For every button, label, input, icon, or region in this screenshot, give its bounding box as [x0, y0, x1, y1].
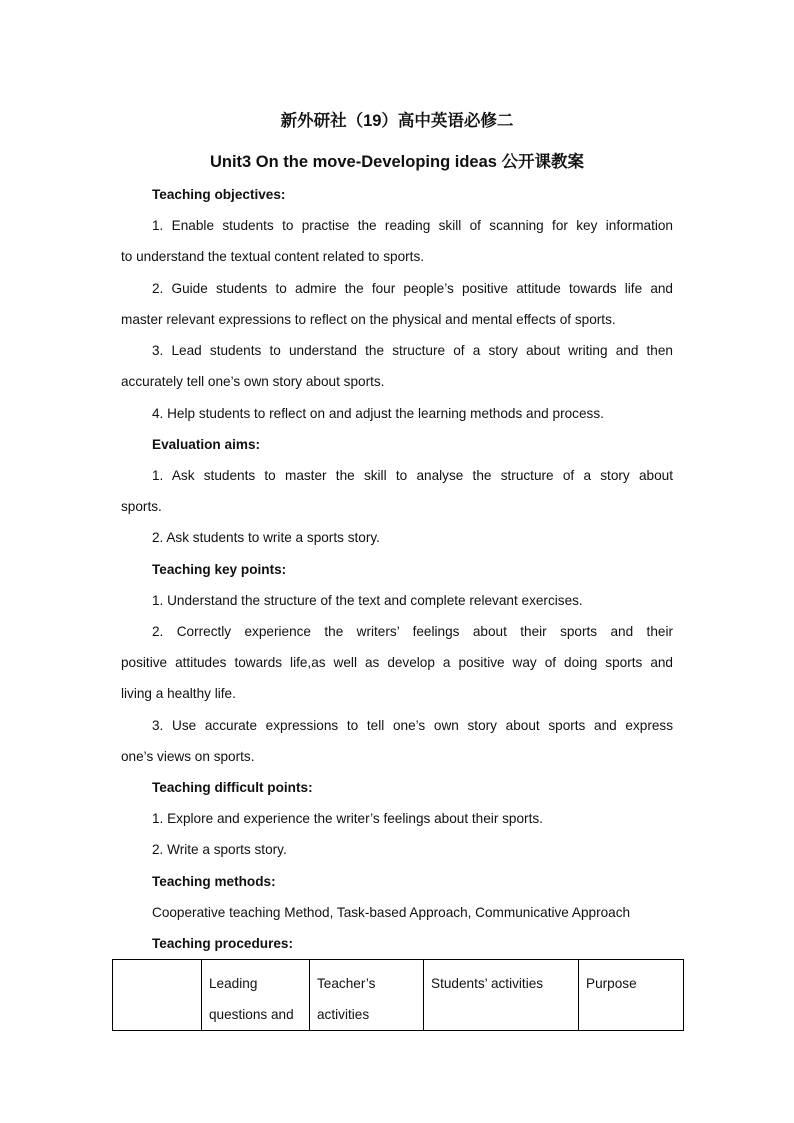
key-points-heading: Teaching key points:: [152, 562, 287, 577]
document-subtitle: Unit3 On the move-Developing ideas 公开课教案: [209, 153, 585, 171]
evaluation-1-line-1: 1. Ask students to master the skill to analyse the structure of a story about: [152, 468, 673, 483]
evaluation-2-line-1: 2. Ask students to write a sports story.: [152, 530, 380, 545]
evaluation-1-line-2: sports.: [121, 499, 162, 514]
objective-1-line-2: to understand the textual content related to sports.: [121, 249, 425, 264]
key-point-3-line-2: one’s views on sports.: [121, 749, 255, 764]
objective-4-line-1: 4. Help students to reflect on and adjust the learning methods and process.: [152, 406, 604, 421]
table-header-cell: [113, 960, 202, 1031]
difficult-point-1-line-1: 1. Explore and experience the writer’s feelings about their sports.: [152, 811, 543, 826]
key-point-3-line-1: 3. Use accurate expressions to tell one’s own story about sports and express: [152, 718, 673, 733]
key-point-1-line-1: 1. Understand the structure of the text and complete relevant exercises.: [152, 593, 583, 608]
table-header-cell: Leading questions and: [202, 960, 310, 1031]
difficult-points-heading: Teaching difficult points:: [152, 780, 313, 795]
table-header-cell: Students’ activities: [424, 960, 579, 1031]
objective-3-line-2: accurately tell one’s own story about sports.: [121, 374, 385, 389]
table-row: [113, 960, 684, 1031]
key-point-2-line-2: positive attitudes towards life,as well as develop a positive way of doing sports and: [121, 655, 673, 670]
evaluation-heading: Evaluation aims:: [152, 437, 261, 452]
methods-heading: Teaching methods:: [152, 874, 276, 889]
objective-2-line-1: 2. Guide students to admire the four people’s positive attitude towards life and: [152, 281, 673, 296]
methods-text: Cooperative teaching Method, Task-based Approach, Communicative Approach: [152, 905, 631, 920]
procedures-heading: Teaching procedures:: [152, 936, 294, 951]
procedures-table: [112, 959, 684, 1031]
objective-1-line-1: 1. Enable students to practise the reading skill of scanning for key information: [152, 218, 673, 233]
objective-3-line-1: 3. Lead students to understand the structure of a story about writing and then: [152, 343, 673, 358]
document-title: 新外研社（19）高中英语必修二: [280, 112, 514, 130]
key-point-2-line-3: living a healthy life.: [121, 686, 236, 701]
table-header-cell: Purpose: [579, 960, 684, 1031]
objective-2-line-2: master relevant expressions to reflect on the physical and mental effects of sports.: [121, 312, 616, 327]
key-point-2-line-1: 2. Correctly experience the writers’ feelings about their sports and their: [152, 624, 673, 639]
objectives-heading: Teaching objectives:: [152, 187, 286, 202]
table-header-cell: Teacher’s activities: [310, 960, 424, 1031]
difficult-point-2-line-1: 2. Write a sports story.: [152, 842, 287, 857]
